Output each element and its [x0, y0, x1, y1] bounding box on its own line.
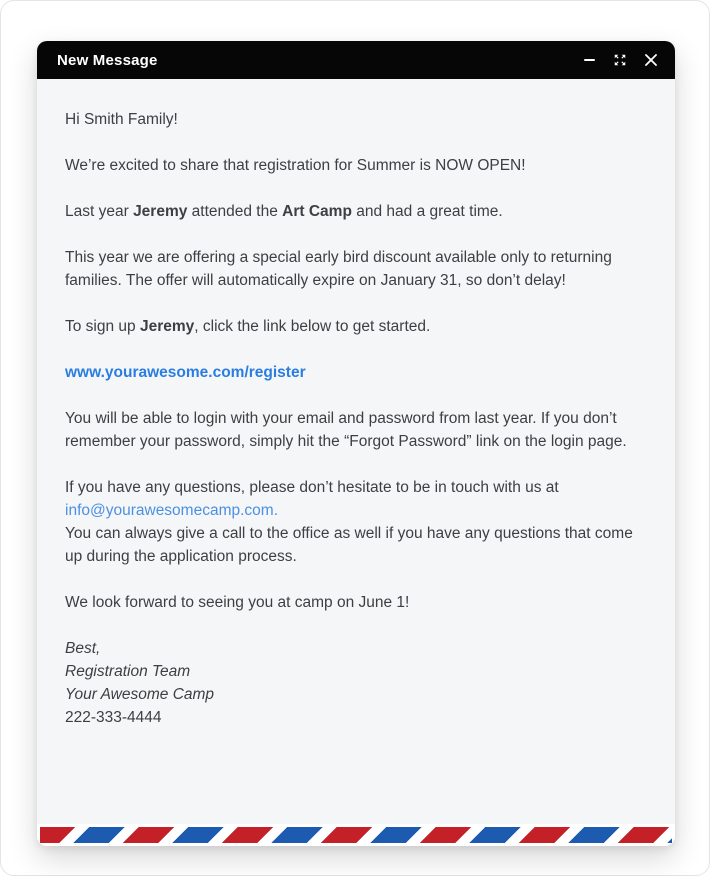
window-title: New Message: [57, 51, 158, 69]
text-run: , click the link below to get started.: [194, 318, 431, 335]
sign-up: [65, 315, 649, 338]
text-run: To sign up: [65, 318, 140, 335]
expand-icon: [613, 53, 627, 67]
intro: [65, 154, 649, 177]
text-run: 222-333-4444: [65, 709, 162, 726]
minimize-button[interactable]: [581, 52, 597, 68]
window-controls: [581, 52, 659, 68]
minimize-icon: [584, 59, 595, 61]
close-button[interactable]: [643, 52, 659, 68]
airmail-border: [37, 824, 675, 846]
text-run: attended the: [187, 203, 283, 220]
bold-text: Art Camp: [282, 203, 352, 220]
italic-text: Your Awesome Camp: [65, 686, 215, 703]
login-info: [65, 407, 649, 453]
text-run: We look forward to seeing you at camp on June 1!: [65, 594, 410, 611]
text-run: If you have any questions, please don’t hesitate to be in touch with us at: [65, 479, 559, 496]
expand-button[interactable]: [612, 52, 628, 68]
email-link[interactable]: info@yourawesomecamp.com.: [65, 502, 279, 519]
italic-text: Registration Team: [65, 663, 191, 680]
text-run: and had a great time.: [351, 203, 503, 220]
close-icon: [645, 54, 657, 66]
italic-text: Best,: [65, 640, 101, 657]
airmail-stripes-pattern: [40, 827, 672, 843]
questions: [65, 476, 649, 568]
text-run: Hi Smith Family!: [65, 111, 178, 128]
email-body[interactable]: [37, 79, 675, 824]
discount: [65, 246, 649, 292]
greeting: [65, 108, 649, 131]
text-run: You will be able to login with your email and password from last year. If you don’t remember your password, simply hit the “Forgot Password” link on the login page.: [65, 410, 627, 450]
last-year: [65, 200, 649, 223]
signature: [65, 637, 649, 729]
register-link[interactable]: www.yourawesome.com/register: [65, 364, 306, 381]
text-run: You can always give a call to the office as well if you have any questions that come up during the application process.: [65, 525, 633, 565]
text-run: Last year: [65, 203, 134, 220]
compose-window: [37, 41, 675, 846]
text-run: This year we are offering a special early bird discount available only to returning families. The offer will automatically expire on January 31, so don’t delay!: [65, 249, 612, 289]
bold-text: Jeremy: [139, 318, 195, 335]
closing: [65, 591, 649, 614]
text-run: We’re excited to share that registration for Summer is NOW OPEN!: [65, 157, 526, 174]
compose-titlebar[interactable]: [37, 41, 675, 79]
register-link-line: [65, 361, 649, 384]
bold-text: Jeremy: [133, 203, 188, 220]
